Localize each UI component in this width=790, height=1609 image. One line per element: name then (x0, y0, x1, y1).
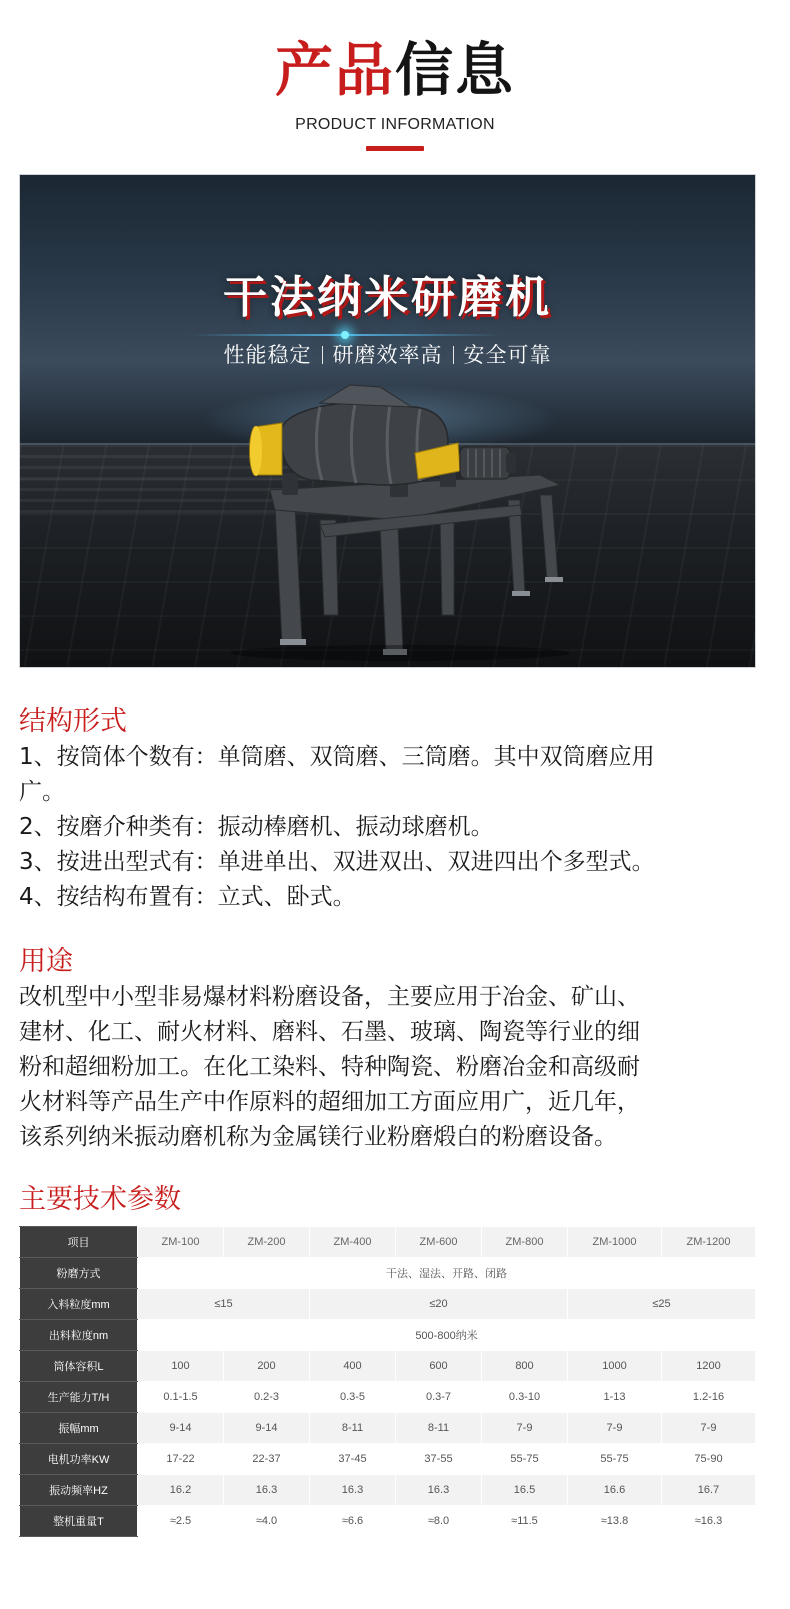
row-label: 项目 (20, 1227, 138, 1258)
table-cell: ≈13.8 (568, 1506, 662, 1537)
table-cell: 1-13 (568, 1382, 662, 1413)
page-title (0, 34, 790, 106)
row-label: 筒体容积L (20, 1351, 138, 1382)
table-cell: ≈16.3 (662, 1506, 756, 1537)
model-header: ZM-1000 (568, 1227, 662, 1258)
slogan-separator (453, 346, 454, 364)
row-label: 振动频率HZ (20, 1475, 138, 1506)
table-cell: ≤15 (138, 1289, 310, 1320)
model-header: ZM-600 (396, 1227, 482, 1258)
table-cell: 55-75 (568, 1444, 662, 1475)
model-header: ZM-800 (482, 1227, 568, 1258)
table-cell: 9-14 (138, 1413, 224, 1444)
slogan-stable: 性能稳定 (223, 343, 312, 367)
model-header: ZM-200 (224, 1227, 310, 1258)
table-cell: 75-90 (662, 1444, 756, 1475)
table-cell: 16.3 (310, 1475, 396, 1506)
usage-line: 建材、化工、耐火材料、磨料、石墨、玻璃、陶瓷等行业的细 (19, 1019, 640, 1045)
table-cell: 7-9 (568, 1413, 662, 1444)
table-row (20, 1506, 756, 1537)
table-cell: ≈6.6 (310, 1506, 396, 1537)
table-cell: ≤20 (310, 1289, 568, 1320)
product-banner (19, 174, 756, 668)
table-cell: 8-11 (310, 1413, 396, 1444)
usage-section (19, 944, 759, 1155)
table-cell: 1200 (662, 1351, 756, 1382)
table-cell: 16.3 (396, 1475, 482, 1506)
row-label: 生产能力T/H (20, 1382, 138, 1413)
model-header: ZM-100 (138, 1227, 224, 1258)
table-cell: 0.3-7 (396, 1382, 482, 1413)
structure-body (19, 740, 759, 915)
slogan-separator (322, 346, 323, 364)
table-cell: 0.3-10 (482, 1382, 568, 1413)
row-label: 入料粒度mm (20, 1289, 138, 1320)
model-header: ZM-1200 (662, 1227, 756, 1258)
table-cell: 16.7 (662, 1475, 756, 1506)
usage-line: 改机型中小型非易爆材料粉磨设备，主要应用于冶金、矿山、 (19, 984, 640, 1010)
structure-line: 4、按结构布置有：立式、卧式。 (19, 884, 356, 910)
usage-body (19, 980, 759, 1155)
table-cell: 500-800纳米 (138, 1320, 756, 1351)
table-row (20, 1444, 756, 1475)
table-row (20, 1475, 756, 1506)
table-cell: 16.2 (138, 1475, 224, 1506)
light-flare (341, 331, 349, 339)
table-cell: 9-14 (224, 1413, 310, 1444)
page-title-black: 信息 (395, 36, 516, 104)
table-cell: 16.3 (224, 1475, 310, 1506)
model-header: ZM-400 (310, 1227, 396, 1258)
slogan-efficiency: 研磨效率高 (332, 343, 443, 367)
row-label: 整机重量T (20, 1506, 138, 1537)
table-cell: 37-45 (310, 1444, 396, 1475)
specs-table (19, 1226, 756, 1537)
table-cell: ≤25 (568, 1289, 756, 1320)
banner-slogans (20, 339, 755, 369)
table-cell: ≈2.5 (138, 1506, 224, 1537)
table-cell: 400 (310, 1351, 396, 1382)
table-row-feed-size (20, 1289, 756, 1320)
table-row-grinding-method (20, 1258, 756, 1289)
grinding-machine-image (20, 175, 755, 667)
table-cell: 37-55 (396, 1444, 482, 1475)
table-cell: 100 (138, 1351, 224, 1382)
table-cell: 800 (482, 1351, 568, 1382)
usage-line: 该系列纳米振动磨机称为金属镁行业粉磨煅白的粉磨设备。 (19, 1124, 617, 1150)
table-cell: 0.3-5 (310, 1382, 396, 1413)
table-cell: 0.1-1.5 (138, 1382, 224, 1413)
structure-section (19, 704, 759, 915)
structure-line: 2、按磨介种类有：振动棒磨机、振动球磨机。 (19, 814, 494, 840)
specs-section (19, 1182, 759, 1218)
table-cell: ≈11.5 (482, 1506, 568, 1537)
page-header (0, 34, 790, 151)
specs-table-wrapper (19, 1226, 755, 1537)
row-label: 粉磨方式 (20, 1258, 138, 1289)
table-cell: 16.5 (482, 1475, 568, 1506)
row-label: 振幅mm (20, 1413, 138, 1444)
table-cell: 7-9 (662, 1413, 756, 1444)
structure-line: 广。 (19, 779, 65, 805)
structure-line: 3、按进出型式有：单进单出、双进双出、双进四出个多型式。 (19, 849, 655, 875)
table-cell: 7-9 (482, 1413, 568, 1444)
table-cell: 17-22 (138, 1444, 224, 1475)
row-label: 电机功率KW (20, 1444, 138, 1475)
table-row (20, 1351, 756, 1382)
table-cell: 1.2-16 (662, 1382, 756, 1413)
page-subtitle: PRODUCT INFORMATION (295, 116, 495, 133)
usage-line: 粉和超细粉加工。在化工染料、特种陶瓷、粉磨冶金和高级耐 (19, 1054, 640, 1080)
table-cell: 200 (224, 1351, 310, 1382)
table-row (20, 1382, 756, 1413)
table-cell: ≈8.0 (396, 1506, 482, 1537)
table-cell: 16.6 (568, 1475, 662, 1506)
row-label: 出料粒度nm (20, 1320, 138, 1351)
table-cell: 干法、湿法、开路、闭路 (138, 1258, 756, 1289)
table-cell: 8-11 (396, 1413, 482, 1444)
slogan-safety: 安全可靠 (463, 343, 552, 367)
structure-line: 1、按筒体个数有：单筒磨、双筒磨、三筒磨。其中双筒磨应用 (19, 744, 655, 770)
usage-title: 用途 (19, 946, 73, 977)
structure-title: 结构形式 (19, 706, 127, 737)
table-cell: 600 (396, 1351, 482, 1382)
table-cell: 0.2-3 (224, 1382, 310, 1413)
table-row-output-size (20, 1320, 756, 1351)
table-cell: 1000 (568, 1351, 662, 1382)
table-cell: 22-37 (224, 1444, 310, 1475)
banner-title: 干法纳米研磨机 (223, 272, 552, 323)
table-cell: 55-75 (482, 1444, 568, 1475)
table-header-row (20, 1227, 756, 1258)
table-row (20, 1413, 756, 1444)
specs-title: 主要技术参数 (19, 1184, 181, 1215)
usage-line: 火材料等产品生产中作原料的超细加工方面应用广，近几年， (19, 1089, 640, 1115)
page-title-red: 产品 (274, 36, 395, 104)
title-underline (366, 146, 424, 151)
table-cell: ≈4.0 (224, 1506, 310, 1537)
